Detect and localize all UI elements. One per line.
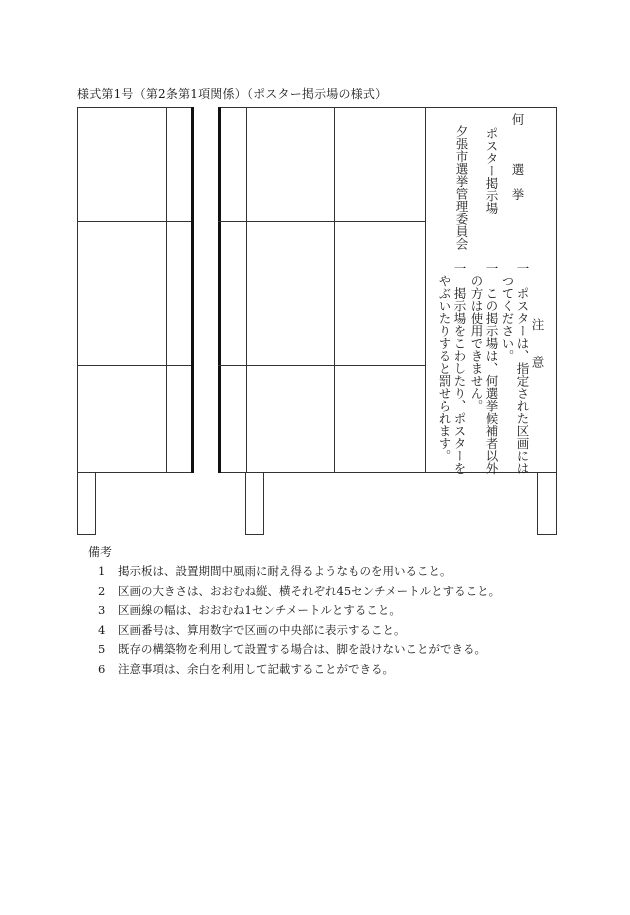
remark-number: 6: [98, 661, 106, 676]
remark-text: 注意事項は、余白を利用して記載することができる。: [118, 661, 394, 676]
remark-text: 掲示板は、設置期間中風雨に耐え得るようなものを用いること。: [118, 564, 452, 578]
left-board-panel: [77, 107, 194, 473]
remark-text: 区画の大きさは、おおむね縦、横それぞれ45センチメートルとすること。: [118, 583, 501, 598]
notice-line: やぶいたりすると罰せられます。: [437, 262, 452, 462]
notice-line: 一 ポスターは、指定された区画には: [515, 262, 530, 475]
notice-line: 一 この掲示場は、何選挙候補者以外: [484, 262, 499, 475]
right-panel-column-divider-1: [246, 107, 247, 473]
right-leg: [537, 472, 557, 535]
remark-item: [98, 621, 500, 641]
remark-text: 既存の構築物を利用して設置する場合は、脚を設けないことができる。: [118, 642, 486, 657]
remark-item: [98, 640, 500, 660]
left-panel-row-divider-2: [77, 365, 194, 366]
form-title: 様式第1号（第2条第1項関係）（ポスター掲示場の様式）: [77, 87, 388, 101]
committee-name: 夕張市選挙管理委員会: [454, 125, 469, 250]
center-leg: [245, 472, 264, 535]
left-break-line: [191, 107, 194, 473]
right-break-line: [218, 107, 221, 473]
remark-number: 3: [98, 603, 106, 618]
remark-number: 4: [98, 622, 106, 637]
remark-text: 区画番号は、算用数字で区画の中央部に表示すること。: [118, 622, 406, 637]
notice-line: の方は使用できません。: [469, 262, 484, 412]
left-panel-column-divider: [166, 107, 167, 473]
election-title: 何 選 挙: [510, 113, 525, 201]
notice-line: 一 掲示場をこわしたり、ポスターを: [452, 262, 467, 475]
remarks-list: [98, 562, 500, 680]
right-panel-row-divider-1: [218, 221, 425, 222]
right-panel-row-divider-2: [218, 365, 425, 366]
remark-item: [98, 582, 500, 602]
remark-item: [98, 660, 500, 680]
remark-text: 区画線の幅は、おおむね1センチメートルとすること。: [118, 603, 401, 618]
remarks-heading: 備考: [88, 545, 113, 559]
remark-number: 2: [98, 583, 106, 598]
remark-item: [98, 562, 500, 582]
board-label: ポスター掲示場: [484, 127, 499, 215]
left-leg: [77, 472, 96, 535]
remark-number: 1: [98, 564, 106, 578]
notice-area-divider: [425, 107, 426, 473]
remark-item: [98, 601, 500, 621]
right-panel-column-divider-2: [334, 107, 335, 473]
left-panel-row-divider-1: [77, 221, 194, 222]
notice-line: つてください。: [500, 262, 515, 362]
remark-number: 5: [98, 642, 106, 657]
notice-heading: 注 意: [530, 318, 545, 368]
